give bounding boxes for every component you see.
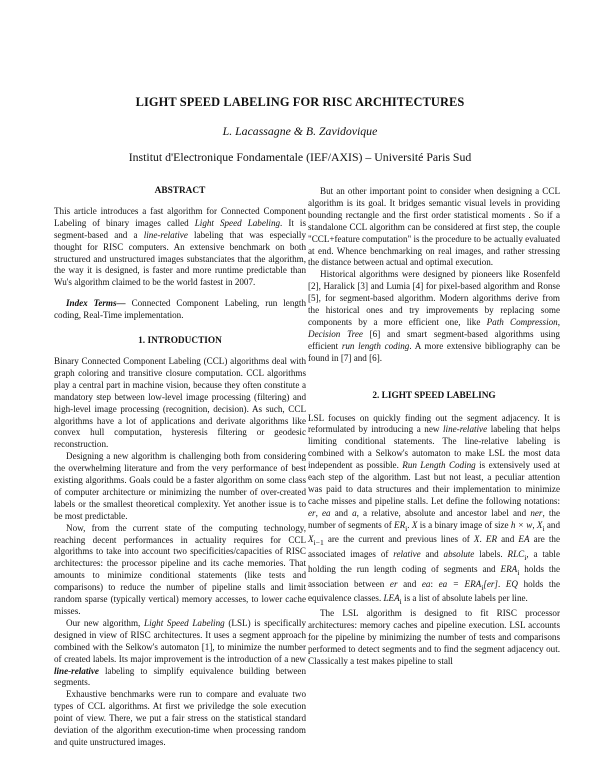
abstract-paragraph: This article introduces a fast algorithm for Connected Component Labeling of binary images called Light Speed Labeling. It is segment-based and a line-relative labeling that was especially thought for RISC computers. An extensive benchmark on both structured and unstructured images substanciates that the algorithm, the way it is designed, is faster and more runtime predictable than Wu's algorithm claimed to be the world fastest in 2007.	[54, 205, 306, 288]
index-terms: Index Terms— Connected Component Labeling, run length coding, Real-Time implementation.	[54, 298, 306, 321]
intro-paragraph-5: Exhaustive benchmarks were run to compare and evaluate two types of CCL algorithms. At first we priviledge the sole execution point of view. There, we put a fair stress on the statistical standard deviation of the algorithm execution-time when processing random and quite unstructured images.	[54, 689, 306, 747]
intro-paragraph-6: But an other important point to consider when designing a CCL algorithm is its goal. It bridges semantic visual levels in providing bounding rectangle and the first order statistical moments . So if a standalone CCL algorithm can be considered at first step, the couple "CCL+feature computation" is the procedure to be actually evaluated at end. Whence benchmarking on real images, and rather stressing the distance between actual and optimal execution.	[308, 186, 560, 268]
intro-paragraph-2: Designing a new algorithm is challenging both from considering the overwhelming literature and from the very performance of best existing algorithms. Goals could be a faster algorithm on some class of computer architecture or minimizing the number of over-created labels or the smallest theoretical complexity. Yet another issue is to be most predictable.	[54, 451, 306, 521]
introduction-heading: 1. INTRODUCTION	[138, 336, 222, 347]
lsl-heading: 2. LIGHT SPEED LABELING	[372, 390, 496, 401]
right-column	[308, 186, 560, 668]
paper-affiliation: Institut d'Electronique Fondamentale (IEF/AXIS) – Université Paris Sud	[128, 150, 472, 164]
paper-authors: L. Lacassagne & B. Zavidovique	[222, 124, 378, 138]
lsl-paragraph-2: The LSL algorithm is designed to fit RISC processor architectures: memory caches and pipeline execution. LSL accounts for the pipeline by minimizing the number of tests and comparisons performed to detect segments and to find the segment adjacency out. Classically a test makes pipeline to stall	[308, 607, 560, 666]
paper-title: LIGHT SPEED LABELING FOR RISC ARCHITECTURES	[135, 95, 465, 109]
intro-paragraph-4: Our new algorithm, Light Speed Labeling (LSL) is specifically designed in view of RISC architectures. It uses a segment approach combined with the Selkow's automaton [1], to minimize the number of created labels. Its major improvement is the introduction of a new line-relative labeling to simplify equivalence building between segments.	[54, 617, 306, 688]
intro-paragraph-1: Binary Connected Component Labeling (CCL) algorithms deal with graph coloring and transitive closure computation. CCL algorithms play a central part in machine vision, because they often constitute a mandatory step between low-level image processing (filtering) and high-level image processing (recognition, decision). As such, CCL algorithms have a lot of applications and derivate algorithms like convex hull computation, hysteresis filtering or geodesic reconstruction.	[54, 355, 306, 450]
left-column	[54, 186, 306, 749]
intro-paragraph-7: Historical algorithms were designed by pioneers like Rosenfeld [2], Haralick [3] and Lumia [4] for pixel-based algorithm and Ronse [5], for segment-based algorithm. Modern algorithms derive from the historical ones and try improvements by replacing some components by a more efficient one, like Path Compression, Decision Tree [6] and smart segment-based algorithms using efficient run length coding. A more extensive bibliography can be found in [7] and [6].	[308, 269, 560, 363]
lsl-paragraph-1: LSL focuses on quickly finding out the segment adjacency. It is reformulated by introducing a new line-relative labeling that helps limiting conditional statements. The line-relative labeling is combined with a Selkow's automaton to make LSL the most data independent as possible. Run Length Coding is extensively used at each step of the algorithm. Last but not least, a peculiar attention was paid to data structures and their implementation to minimize cache misses and pipeline stalls. Let define the following notations: er, ea and a, a relative, absolute and ancestor label and ner, the number of segments of $ER_i$. X is a binary image of size h × w, $X_i$ and $X_{i-1}$ are the current and previous lines of X. ER and EA are the associated images of relative and absolute labels. $RLC_i$, a table holding the run length coding of segments and $ERA_i$ holds the association between er and ea: ea = $ERA_i[er]$. EQ holds the equivalence classes. $LEA_i$ is a list of absolute labels per line.	[308, 412, 561, 607]
intro-paragraph-3: Now, from the current state of the computing technology, reaching decent performances in actuality requires for CCL algorithms to take into account two specificities/capacities of RISC architectures: the processor pipeline and its cache memories. That amounts to minimize conditional statements (like tests and comparisons) to reduce the number of pipeline stalls and limit random sparse (typically vertical) memory accesses, to lower cache misses.	[54, 522, 306, 616]
abstract-heading: ABSTRACT	[154, 186, 206, 196]
